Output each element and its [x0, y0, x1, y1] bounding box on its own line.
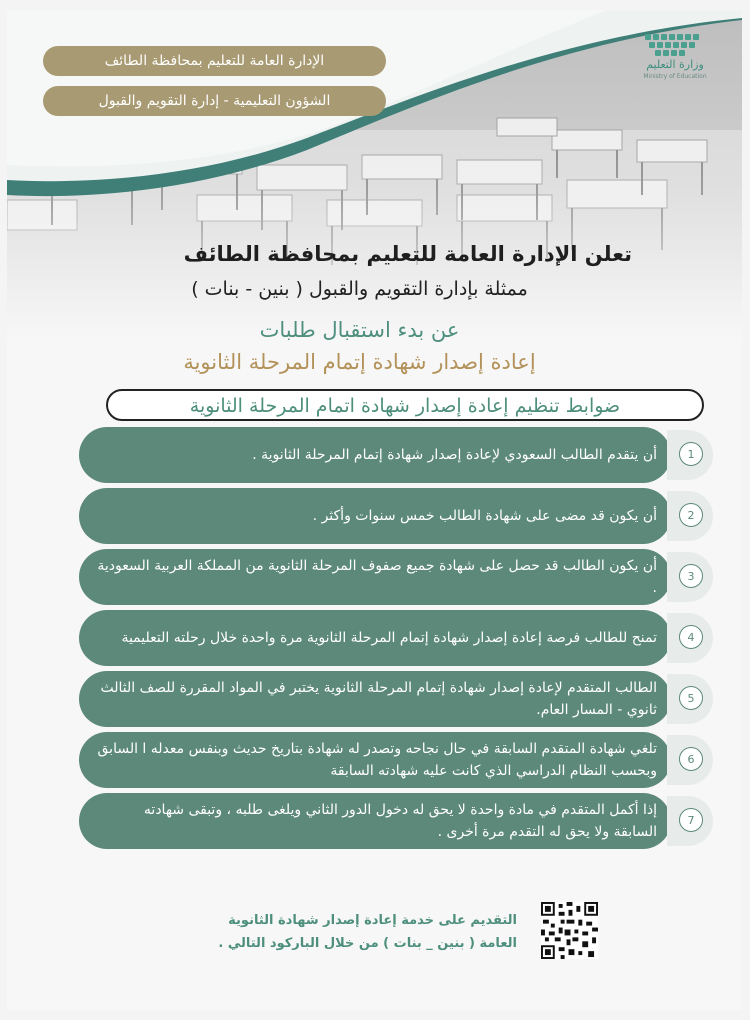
rule-text: إذا أكمل المتقدم في مادة واحدة لا يحق له دخول الدور الثاني ويلغى طلبه ، وتبقى شهادته السابقة ولا يحق له التقدم مرة أخرى .: [143, 802, 657, 840]
rule-item: [79, 793, 713, 849]
rule-number: 5: [679, 686, 703, 710]
rule-number: 1: [679, 442, 703, 466]
rule-number: 4: [679, 625, 703, 649]
rule-number: 2: [679, 503, 703, 527]
qr-code-icon[interactable]: [541, 902, 598, 959]
ministry-name: وزارة التعليم: [646, 58, 704, 71]
rule-text: أن يتقدم الطالب السعودي لإعادة إصدار شهادة إتمام المرحلة الثانوية .: [252, 447, 657, 463]
rule-number: 6: [679, 747, 703, 771]
rule-text: أن يكون قد مضى على شهادة الطالب خمس سنوات وأكثر .: [312, 508, 657, 524]
announcement-subtitle: ممثلة بإدارة التقويم والقبول ( بنين - بنات ): [191, 278, 528, 300]
rules-title: ضوابط تنظيم إعادة إصدار شهادة اتمام المرحلة الثانوية: [106, 389, 704, 421]
rule-item: [79, 732, 713, 788]
rule-text: تلغي شهادة المتقدم السابقة في حال نجاحه وتصدر له شهادة بتاريخ حديث وبنفس معدله ا السابق وبحسب النظام الدراسي الذي كانت عليه شهادته السابقة: [97, 741, 657, 779]
announcement-service: إعادة إصدار شهادة إتمام المرحلة الثانوية: [183, 350, 536, 374]
rule-item: [79, 610, 713, 666]
rule-item: [79, 671, 713, 727]
rule-item: [79, 488, 713, 544]
directorate-pill: الإدارة العامة للتعليم بمحافظة الطائف: [43, 46, 386, 76]
rule-text: تمنح للطالب فرصة إعادة إصدار شهادة إتمام المرحلة الثانوية مرة واحدة خلال رحلته التعليمية: [121, 630, 657, 646]
rule-text: أن يكون الطالب قد حصل على شهادة جميع صفوف المرحلة الثانوية من المملكة العربية السعودية .: [97, 558, 657, 596]
department-pill: الشؤون التعليمية - إدارة التقويم والقبول: [43, 86, 386, 116]
footer-line: التقديم على خدمة إعادة إصدار شهادة الثانوية: [228, 913, 517, 928]
announcement-title: تعلن الإدارة العامة للتعليم بمحافظة الطائف: [183, 242, 632, 266]
announcement-start: عن بدء استقبال طلبات: [259, 318, 460, 342]
footer-instructions: [192, 909, 517, 955]
rule-number: 3: [679, 564, 703, 588]
footer-line: العامة ( بنين _ بنات ) من خلال الباركود التالي .: [218, 936, 517, 951]
rule-number: 7: [679, 808, 703, 832]
rule-item: [79, 427, 713, 483]
rule-text: الطالب المتقدم لإعادة إصدار شهادة إتمام المرحلة الثانوية يختبر في المواد المقررة للصف الثالث ثانوي - المسار العام.: [100, 680, 657, 718]
poster-frame: [7, 10, 742, 1010]
rule-item: [79, 549, 713, 605]
ministry-name-en: Ministry of Education: [643, 73, 707, 80]
